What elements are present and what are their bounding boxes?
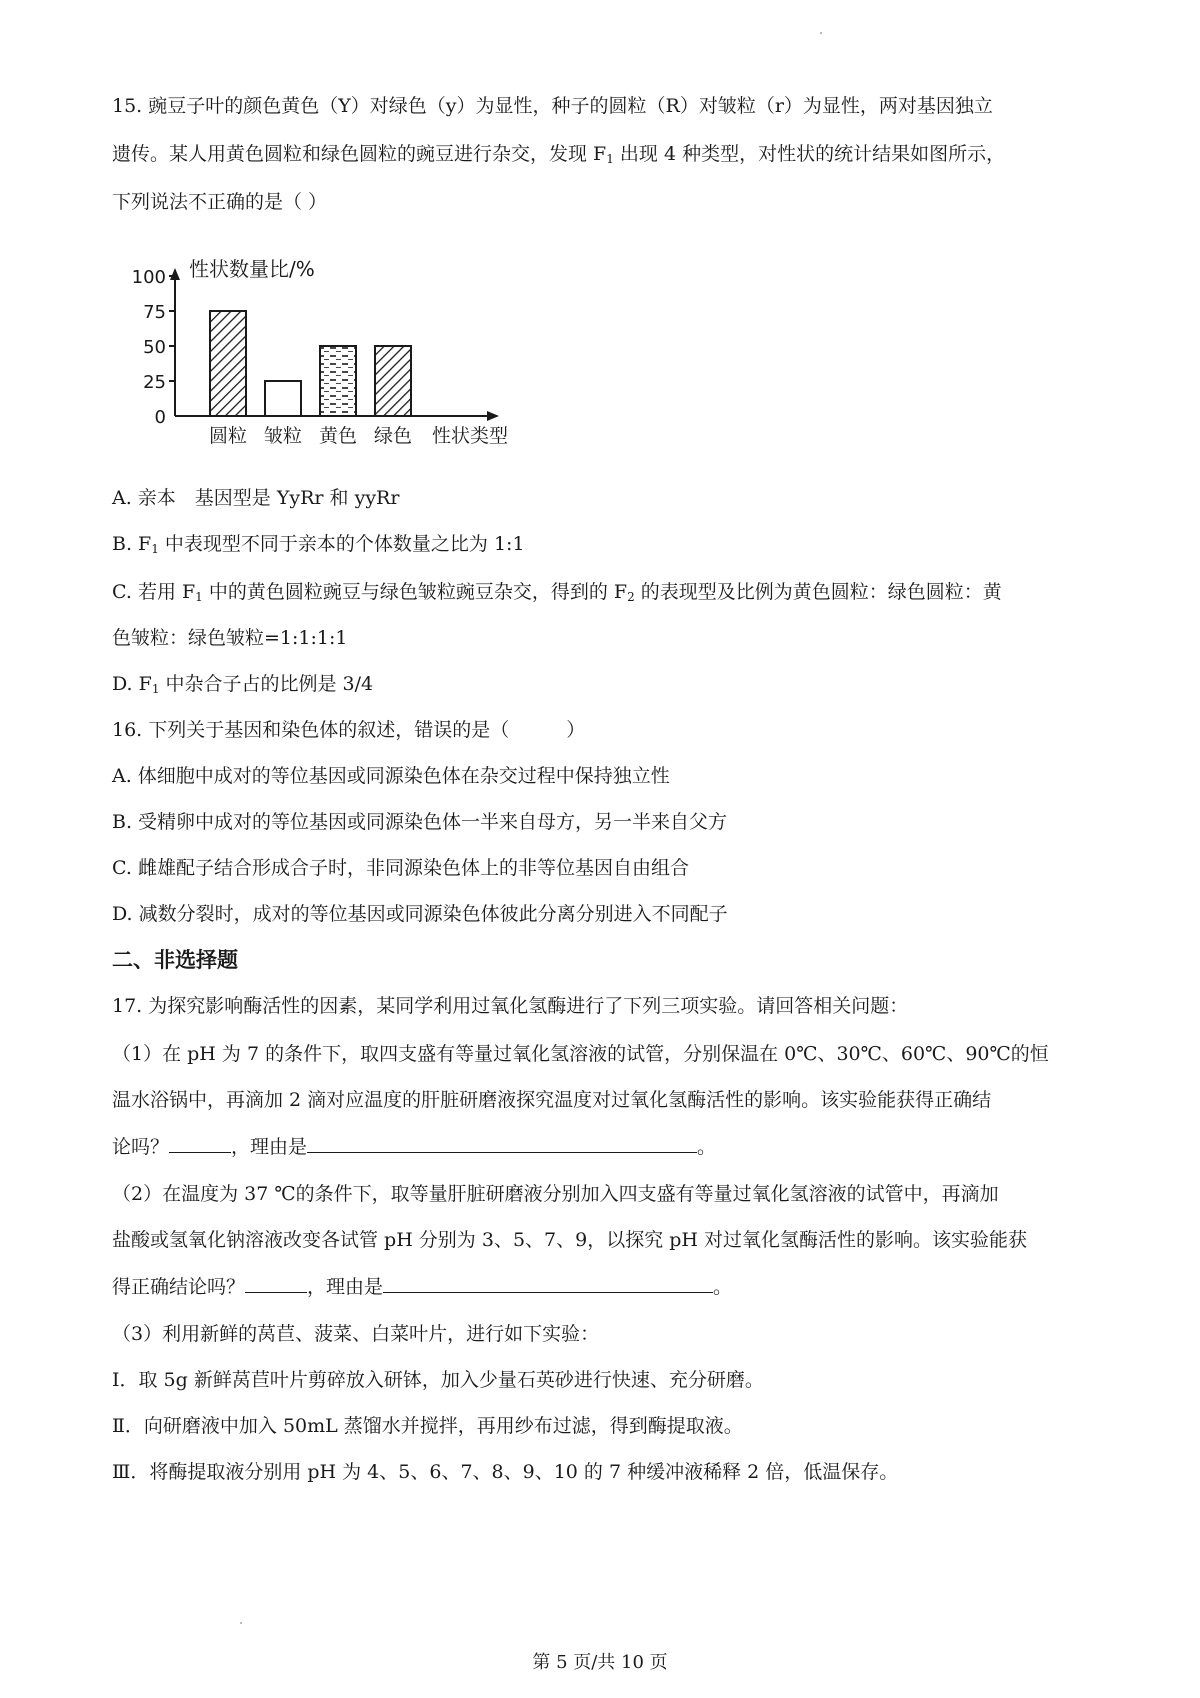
- bar: [375, 346, 411, 416]
- q15-stem-line2: [112, 140, 1005, 173]
- q15-option-a: A. 亲本 基因型是 YyRr 和 yyRr: [112, 487, 400, 509]
- q15-option-c-post: 的表现型及比例为黄色圆粒：绿色圆粒：黄: [634, 581, 1002, 603]
- bar: [320, 346, 356, 416]
- y-tick-label: 100: [131, 267, 166, 288]
- x-tick-label: 皱粒: [263, 425, 303, 447]
- q15-option-c-pre: C. 若用 F: [112, 581, 196, 603]
- q15-option-c-mid: 中的黄色圆粒豌豆与绿色皱粒豌豆杂交，得到的 F: [202, 581, 628, 603]
- page-footer: 第 5 页/共 10 页: [532, 1652, 668, 1673]
- q17-part1-line3: [112, 1132, 716, 1161]
- bar: [265, 381, 301, 416]
- x-tick-label: 黄色: [318, 425, 358, 447]
- q15-option-d-subscript: 1: [151, 682, 160, 696]
- q17-step-1: Ⅰ．取 5g 新鲜莴苣叶片剪碎放入研钵，加入少量石英砂进行快速、充分研磨。: [112, 1369, 764, 1391]
- q15-stem-line1: 15. 豌豆子叶的颜色黄色（Y）对绿色（y）为显性，种子的圆粒（R）对皱粒（r）为显性，两对基因独立: [112, 95, 993, 117]
- scan-speck: [820, 32, 822, 34]
- answer-blank[interactable]: [245, 1272, 307, 1293]
- y-axis-label: 性状数量比/%: [189, 257, 315, 281]
- x-axis-arrow: [487, 411, 499, 421]
- bar: [210, 311, 246, 416]
- q17-part2-line1: （2）在温度为 37 ℃的条件下，取等量肝脏研磨液分别加入四支盛有等量过氧化氢溶液的试管中，再滴加: [112, 1183, 999, 1205]
- answer-blank[interactable]: [383, 1272, 713, 1293]
- q17-stem: 17. 为探究影响酶活性的因素，某同学利用过氧化氢酶进行了下列三项实验。请回答相关问题：: [112, 995, 909, 1017]
- q17-part1-reason-label: ，理由是: [231, 1136, 308, 1158]
- q17-part1-line2: 温水浴锅中，再滴加 2 滴对应温度的肝脏研磨液探究温度对过氧化氢酶活性的影响。该实验能获得正确结: [112, 1089, 992, 1111]
- y-axis-arrow: [170, 268, 180, 280]
- q15-stem-line3: 下列说法不正确的是（ ）: [112, 191, 328, 213]
- q15-option-c-line2: 色皱粒：绿色皱粒=1:1:1:1: [112, 627, 348, 649]
- q17-step-3: Ⅲ．将酶提取液分别用 pH 为 4、5、6、7、8、9、10 的 7 种缓冲液稀释 2 倍，低温保存。: [112, 1461, 899, 1483]
- answer-blank[interactable]: [169, 1132, 231, 1153]
- q17-part2-reason-label: ，理由是: [307, 1276, 384, 1298]
- q16-option-c: C. 雌雄配子结合形成合子时，非同源染色体上的非等位基因自由组合: [112, 857, 689, 879]
- q15-option-b: [112, 530, 525, 563]
- q16-option-d: D. 减数分裂时，成对的等位基因或同源染色体彼此分离分别进入不同配子: [112, 903, 728, 925]
- q17-part1-line1: （1）在 pH 为 7 的条件下，取四支盛有等量过氧化氢溶液的试管，分别保温在 0℃、30℃、60℃、90℃的恒: [112, 1043, 1049, 1065]
- y-tick-label: 75: [143, 302, 166, 323]
- q15-line2-text-b: 出现 4 种类型，对性状的统计结果如图所示，: [613, 143, 1006, 165]
- section-heading: 二、非选择题: [112, 948, 238, 972]
- y-tick-label: 25: [143, 372, 166, 393]
- y-tick-label: 0: [154, 407, 166, 428]
- q16-stem: 16. 下列关于基因和染色体的叙述，错误的是（ ）: [112, 719, 586, 741]
- q15-option-c-subscript-1: 1: [195, 590, 203, 604]
- q17-part1-question: 论吗？: [112, 1136, 170, 1158]
- q17-part2-line3: [112, 1272, 732, 1301]
- x-tick-label: 圆粒: [208, 425, 248, 447]
- q16-option-b: B. 受精卵中成对的等位基因或同源染色体一半来自母方，另一半来自父方: [112, 811, 728, 833]
- scan-speck: [240, 1622, 242, 1624]
- q17-part3: （3）利用新鲜的莴苣、菠菜、白菜叶片，进行如下实验：: [112, 1323, 600, 1345]
- q15-option-d: [112, 670, 373, 703]
- x-tick-label: 绿色: [373, 425, 413, 447]
- y-tick-label: 50: [143, 337, 166, 358]
- q17-part2-period: 。: [713, 1276, 733, 1298]
- x-axis-label: 性状类型: [432, 425, 509, 447]
- q15-line2-subscript: 1: [606, 152, 614, 166]
- trait-ratio-bar-chart: [125, 248, 565, 498]
- q15-option-b-post: 中表现型不同于亲本的个体数量之比为 1:1: [158, 533, 525, 555]
- q17-part2-line2: 盐酸或氢氧化钠溶液改变各试管 pH 分别为 3、5、7、9，以探究 pH 对过氧化氢酶活性的影响。该实验能获: [112, 1229, 1028, 1251]
- q15-option-c-subscript-2: 2: [627, 590, 635, 604]
- q17-part1-period: 。: [697, 1136, 717, 1158]
- q15-option-b-pre: B. F: [112, 533, 152, 555]
- answer-blank[interactable]: [307, 1132, 697, 1153]
- q15-option-c-line1: [112, 578, 1002, 611]
- q17-step-2: Ⅱ．向研磨液中加入 50mL 蒸馏水并搅拌，再用纱布过滤，得到酶提取液。: [112, 1415, 743, 1437]
- q15-option-d-pre: D. F: [112, 673, 152, 695]
- q16-option-a: A. 体细胞中成对的等位基因或同源染色体在杂交过程中保持独立性: [112, 765, 670, 787]
- q17-part2-question: 得正确结论吗？: [112, 1276, 246, 1298]
- q15-option-b-subscript: 1: [151, 542, 159, 556]
- q15-line2-text-a: 遗传。某人用黄色圆粒和绿色圆粒的豌豆进行杂交，发现 F: [112, 143, 607, 165]
- q15-option-d-post: 中杂合子占的比例是 3/4: [159, 673, 374, 695]
